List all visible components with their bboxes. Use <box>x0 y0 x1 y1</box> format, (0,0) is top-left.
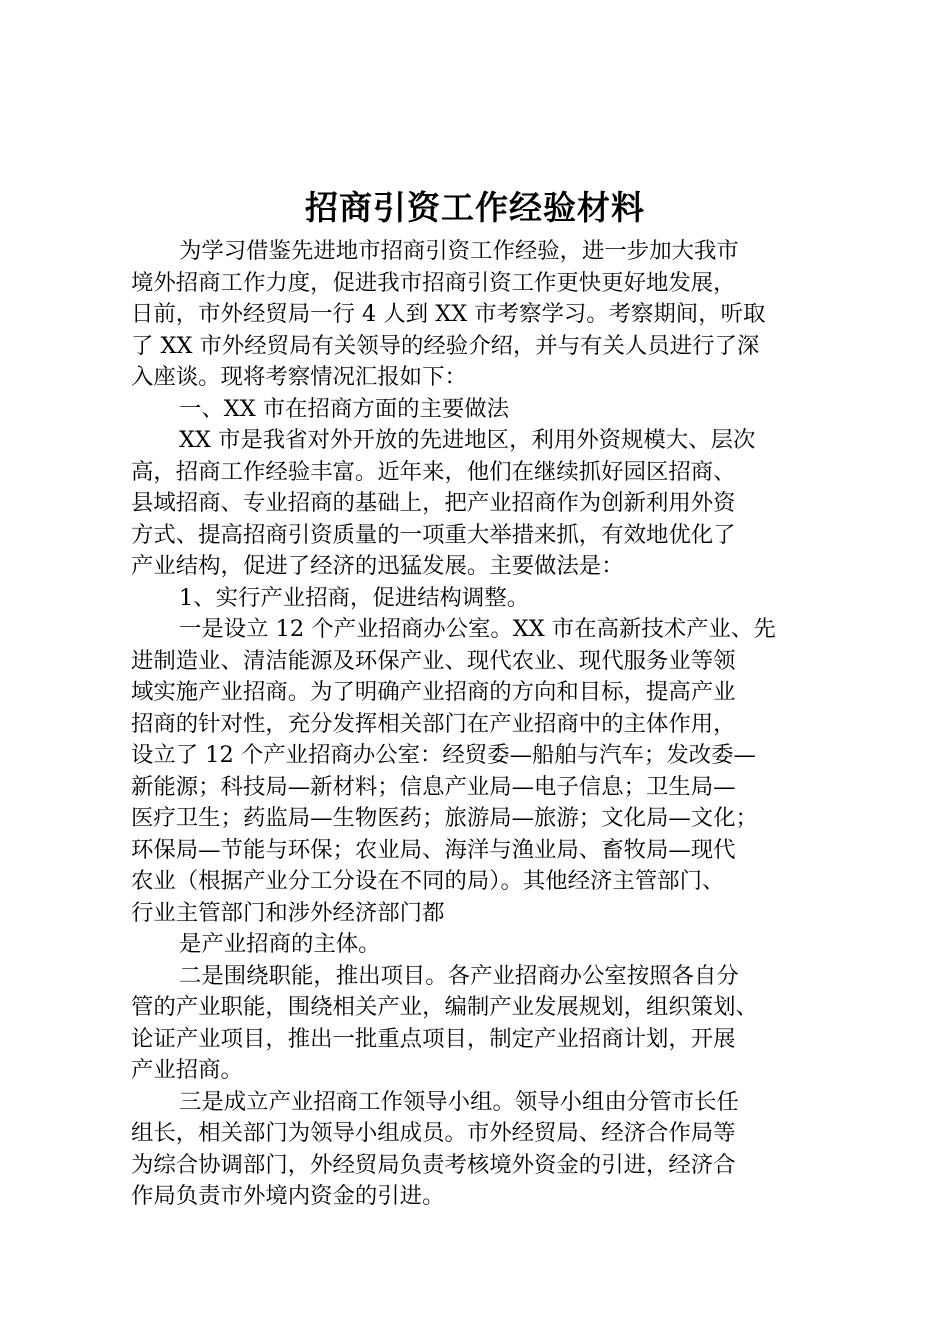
text-line: 环保局—节能与环保；农业局、海洋与渔业局、畜牧局—现代 <box>131 836 736 863</box>
text-line: 设立了 12 个产业招商办公室：经贸委—船舶与汽车；发改委— <box>131 742 756 768</box>
text-line: 为综合协调部门，外经贸局负责考核境外资金的引进，经济合 <box>131 1151 736 1178</box>
text-line: 招商的针对性，充分发挥相关部门在产业招商中的主体作用， <box>131 710 736 737</box>
text-line: 一是设立 12 个产业招商办公室。XX 市在高新技术产业、先 <box>179 616 776 642</box>
text-line: 日前，市外经贸局一行 4 人到 XX 市考察学习。考察期间，听取 <box>131 301 766 327</box>
text-line: 为学习借鉴先进地市招商引资工作经验，进一步加大我市 <box>179 238 739 264</box>
text-line: 境外招商工作力度，促进我市招商引资工作更快更好地发展， <box>131 269 736 296</box>
text-line: 医疗卫生；药监局—生物医药；旅游局—旅游；文化局—文化； <box>131 805 758 831</box>
text-line: 了 XX 市外经贸局有关领导的经验介绍，并与有关人员进行了深 <box>131 332 760 359</box>
text-line: 一、XX 市在招商方面的主要做法 <box>179 395 510 422</box>
text-line: 组长，相关部门为领导小组成员。市外经贸局、经济合作局等 <box>131 1120 736 1146</box>
document-title: 招商引资工作经验材料 <box>305 188 645 227</box>
text-line: 管的产业职能，围绕相关产业，编制产业发展规划，组织策划、 <box>131 994 758 1020</box>
text-line: 1、实行产业招商，促进结构调整。 <box>179 584 530 611</box>
text-line: 县域招商、专业招商的基础上，把产业招商作为创新利用外资 <box>131 490 736 516</box>
text-line: 农业（根据产业分工分设在不同的局）。其他经济主管部门、 <box>131 868 725 894</box>
text-line: 行业主管部门和涉外经济部门都 <box>131 899 445 926</box>
text-line: 域实施产业招商。为了明确产业招商的方向和目标，提高产业 <box>131 679 736 705</box>
text-line: 高，招商工作经验丰富。近年来，他们在继续抓好园区招商、 <box>131 458 736 485</box>
text-line: 产业结构，促进了经济的迅猛发展。主要做法是： <box>131 553 624 579</box>
text-line: 作局负责市外境内资金的引进。 <box>131 1183 445 1209</box>
text-line: 产业招商。 <box>131 1057 243 1083</box>
text-line: 新能源；科技局—新材料；信息产业局—电子信息；卫生局— <box>131 773 736 800</box>
text-line: 入座谈。现将考察情况汇报如下： <box>131 364 467 390</box>
text-line: 方式、提高招商引资质量的一项重大举措来抓，有效地优化了 <box>131 521 736 548</box>
text-line: 二是围绕职能，推出项目。各产业招商办公室按照各自分 <box>179 962 739 989</box>
text-line: 三是成立产业招商工作领导小组。领导小组由分管市长任 <box>179 1088 739 1115</box>
document-body <box>131 236 831 1213</box>
text-line: 是产业招商的主体。 <box>179 931 381 957</box>
text-line: 进制造业、清洁能源及环保产业、现代农业、现代服务业等领 <box>131 647 736 674</box>
text-line: XX 市是我省对外开放的先进地区，利用外资规模大、层次 <box>179 427 756 453</box>
text-line: 论证产业项目，推出一批重点项目，制定产业招商计划，开展 <box>131 1025 736 1052</box>
